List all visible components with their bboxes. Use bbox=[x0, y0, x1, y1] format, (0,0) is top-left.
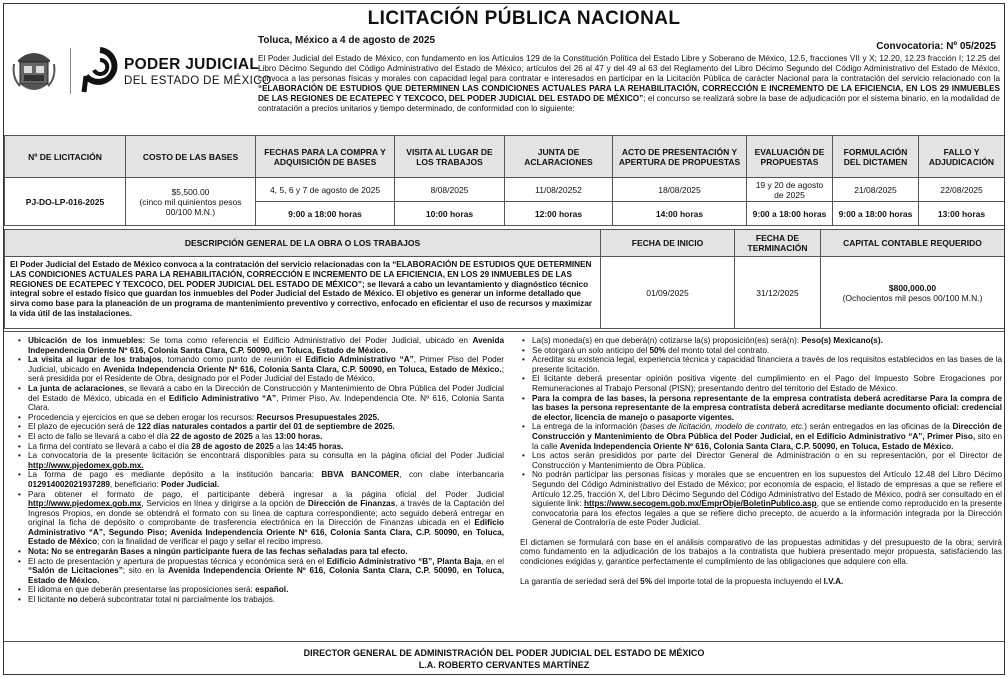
intro-text-end: ; el concurso se realizará sobre la base de adjudicación por el sistema binario, en la modalidad de contratación a precios unitarios y tiempo determinado, de conformidad con lo siguiente: bbox=[258, 93, 1000, 113]
list-item: • La firma del contrato se llevará a cabo el día 28 de agosto de 2025 a las 14:45 horas. bbox=[16, 442, 504, 452]
schedule-header: FECHAS PARA LA COMPRA Y ADQUISICIÓN DE BASES bbox=[256, 136, 395, 178]
capital-amount: $800,000.00 bbox=[888, 282, 937, 293]
work-description: El Poder Judicial del Estado de México convoca a la contratación del servicio relacionadas con la “ELABORACIÓN DE ESTUDIOS QUE DETERMINEN LAS CONDICIONES ACTUALES PARA LA REHABILITACIÓN, CORRECCIÓN E INCREMENTO DE LA EFICIENCIA, EN LOS 29 INMUEBLES DE LAS REGIONES DE ECATEPEC Y TEXCOCO, DEL PODER JUDICIAL DEL ESTADO DE MÉXICO”; se llevará a cabo un levantamiento y diagnóstico técnico integral sobre el estado físico que guardan los inmuebles del Poder Judicial del Estado de México. El objetivo es generar un informe detallado que sirva como base para la planeación de un programa de mantenimiento preventivo y correctivo, enfocado en eficientar el uso de recursos y maximizar la vida útil de las instalaciones. bbox=[5, 257, 601, 329]
signature-footer bbox=[4, 641, 1004, 675]
schedule-header-row bbox=[5, 136, 1005, 178]
logo-divider bbox=[70, 48, 71, 94]
org-name: PODER JUDICIAL bbox=[124, 56, 260, 73]
signer-title: DIRECTOR GENERAL DE ADMINISTRACIÓN DEL PODER JUDICIAL DEL ESTADO DE MÉXICO bbox=[303, 648, 705, 658]
schedule-time: 13:00 horas bbox=[919, 202, 1005, 226]
capital-required bbox=[821, 257, 1005, 329]
schedule-time: 9:00 a 18:00 horas bbox=[747, 202, 833, 226]
schedule-date: 8/08/2025 bbox=[395, 178, 505, 202]
list-item: • Procedencia y ejercicios en que se deben erogar los recursos: Recursos Presupuestales 2025. bbox=[16, 413, 504, 423]
schedule-header: FORMULACIÓN DEL DICTAMEN bbox=[833, 136, 919, 178]
right-conditions bbox=[520, 336, 1002, 586]
announcement-page bbox=[3, 3, 1005, 675]
list-item: • Ubicación de los inmuebles: Se toma como referencia el Edificio Administrativo del Poder Judicial, ubicado en Avenida Independencia Oriente Nº 616, Colonia Santa Clara, C.P. 50090, en Toluca, Estado de México. bbox=[16, 336, 504, 355]
list-item: • El idioma en que deberán presentarse las proposiciones será: español. bbox=[16, 585, 504, 595]
state-seal-icon bbox=[12, 46, 56, 96]
garantia-paragraph: La garantía de seriedad será del 5% del importe total de la propuesta incluyendo el I.V.A. bbox=[520, 576, 844, 586]
left-conditions bbox=[16, 336, 504, 605]
header bbox=[4, 4, 1004, 132]
list-item: • Acreditar su existencia legal, experiencia técnica y capacidad financiera a través de los requisitos establecidos en las bases de la presente licitación. bbox=[520, 355, 1002, 374]
costo-amount: $5,500.00 bbox=[171, 186, 210, 197]
list-item: • No podrán participar las personas físicas y morales que se encuentren en los supuestos del Artículo 12.48 del Libro Décimo Segundo del Código Administrativo del Estado de México; por economía de espacio, el listado de empresas a que se refiere el Artículo 12.25, fracción X, del Libro Décimo Segundo del Código Administrativo del Estado de México, podrá ser consultado en el siguiente link: https://www.secogem.gob.mx/EmprObje/BoletinPublico.asp, que se entiende como reproducido en la presente convocatoria para los efectos legales a que se refiere dicho precepto, de acuerdo a la información integrada por la Dirección General de Contraloría de este Poder Judicial. bbox=[520, 470, 1002, 528]
schedule-date: 18/08/2025 bbox=[613, 178, 747, 202]
work-header: CAPITAL CONTABLE REQUERIDO bbox=[821, 230, 1005, 257]
convocatoria-number: Convocatoria: Nº 05/2025 bbox=[876, 41, 996, 52]
pjedomex-link[interactable]: http://www.pjedomex.gob.mx bbox=[28, 499, 142, 509]
work-header: FECHA DE INICIO bbox=[601, 230, 735, 257]
list-item: • El plazo de ejecución será de 122 días naturales contados a partir del 01 de septiembre de 2025. bbox=[16, 422, 504, 432]
end-date: 31/12/2025 bbox=[735, 257, 821, 329]
place-date: Toluca, México a 4 de agosto de 2025 bbox=[258, 35, 436, 46]
schedule-header: VISITA AL LUGAR DE LOS TRABAJOS bbox=[395, 136, 505, 178]
pjedomex-link[interactable]: http://www.pjedomex.gob.mx. bbox=[28, 460, 144, 470]
org-subname: DEL ESTADO DE MÉXICO bbox=[124, 75, 272, 87]
licitacion-number: PJ-DO-LP-016-2025 bbox=[5, 178, 126, 226]
list-item: • Se otorgará un solo anticipo del 50% del monto total del contrato. bbox=[520, 346, 1002, 356]
intro-service: “ELABORACIÓN DE ESTUDIOS QUE DETERMINEN LAS CONDICIONES ACTUALES PARA LA REHABILITACIÓN, CORRECCIÓN E INCREMENTO DE LA EFICIENCIA, EN LOS 29 INMUEBLES DE LAS REGIONES DE ECATEPEC Y TEXCOCO, DEL PODER JUDICIAL DEL ESTADO DE MÉXICO” bbox=[258, 83, 1000, 103]
signer-name: L.A. ROBERTO CERVANTES MARTÍNEZ bbox=[418, 660, 590, 670]
list-item: • La visita al lugar de los trabajos, tomando como punto de reunión el Edificio Administrativo “A”, Primer Piso del Poder Judicial, ubicado en Avenida Independencia Oriente Nº 616, Colonia Santa Clara, C.P. 50090, en Toluca, Estado de México.; será presidida por el Residente de Obra, designado por el Poder Judicial del Estado de México. bbox=[16, 355, 504, 384]
list-item: • La forma de pago es mediante depósito a la institución bancaria: BBVA BANCOMER, con clabe interbancaria 012914002021937289, beneficiario: Poder Judicial. bbox=[16, 470, 504, 489]
schedule-time: 9:00 a 18:00 horas bbox=[256, 202, 395, 226]
schedule-date: 21/08/2025 bbox=[833, 178, 919, 202]
list-item: • La junta de aclaraciones, se llevará a cabo en la Dirección de Construcción y Mantenimiento de Obra Pública del Poder Judicial del Estado de México, ubicada en el Edificio Administrativo “A”, Primer Piso, Av. Independencia Ote. Nº 616, Colonia Santa Clara. bbox=[16, 384, 504, 413]
schedule-header: ACTO DE PRESENTACIÓN Y APERTURA DE PROPUESTAS bbox=[613, 136, 747, 178]
intro-paragraph bbox=[258, 54, 1000, 113]
right-list bbox=[520, 336, 1002, 528]
schedule-header: Nº DE LICITACIÓN bbox=[5, 136, 126, 178]
costo-letra: (cinco mil quinientos pesos 00/100 M.N.) bbox=[139, 196, 242, 217]
schedule-time: 9:00 a 18:00 horas bbox=[833, 202, 919, 226]
dictamen-paragraph: El dictamen se formulará con base en el análisis comparativo de las propuestas admitidas y del presupuesto de la obra; servirá como fundamento en la adjudicación de los trabajos a la contratista que hubiera presentado mejor propuesta, satisfaciendo las condiciones exigidas y, garantice perfectamente el cumplimiento de las obligaciones que adquiere con ella. bbox=[520, 537, 1002, 567]
schedule-time: 12:00 horas bbox=[505, 202, 613, 226]
left-list bbox=[16, 336, 504, 605]
schedule-time: 10:00 horas bbox=[395, 202, 505, 226]
schedule-header: JUNTA DE ACLARACIONES bbox=[505, 136, 613, 178]
list-item: • El acto de fallo se llevará a cabo el día 22 de agosto de 2025 a las 13:00 horas. bbox=[16, 432, 504, 442]
list-item: • La(s) moneda(s) en que deberá(n) cotizarse la(s) proposición(es) será(n): Peso(s) Mexicano(s). bbox=[520, 336, 1002, 346]
start-date: 01/09/2025 bbox=[601, 257, 735, 329]
judicial-logo-icon bbox=[80, 46, 120, 96]
work-header: FECHA DE TERMINACIÓN bbox=[735, 230, 821, 257]
secogem-link[interactable]: https://www.secogem.gob.mx/EmprObje/BoletinPublico.asp bbox=[584, 499, 817, 509]
schedule-date: 19 y 20 de agosto de 2025 bbox=[747, 178, 833, 202]
schedule-time: 14:00 horas bbox=[613, 202, 747, 226]
list-item: • La convocatoria de la presente licitación se encontrará disponibles para su consulta en la página oficial del Poder Judicial http://www.pjedomex.gob.mx. bbox=[16, 451, 504, 470]
schedule-date: 22/08/2025 bbox=[919, 178, 1005, 202]
costo-bases bbox=[126, 178, 256, 226]
list-item: • El licitante deberá presentar opinión positiva vigente del cumplimiento en el Pago del Impuesto Sobre Erogaciones por Remuneraciones al Trabajo Personal (PISN); presentando dentro del territorio del Estado de México. bbox=[520, 374, 1002, 393]
schedule-header: EVALUACIÓN DE PROPUESTAS bbox=[747, 136, 833, 178]
schedule-header: COSTO DE LAS BASES bbox=[126, 136, 256, 178]
schedule-table bbox=[4, 135, 1005, 226]
list-item: • Nota: No se entregarán Bases a ningún participante fuera de las fechas señaladas para tal efecto. bbox=[16, 547, 504, 557]
list-item: • Para la compra de las bases, la persona representante de la empresa contratista deberá acreditarse Para la compra de las bases la persona representante de la empresa contratista deberá acreditarse mediante documento oficial: credencial de elector, licencia de manejo o pasaporte vigentes. bbox=[520, 394, 1002, 423]
capital-letra: (Ochocientos mil pesos 00/100 M.N.) bbox=[842, 292, 983, 303]
logo-block bbox=[10, 40, 272, 106]
intro-text: El Poder Judicial del Estado de México, con fundamento en los Artículos 129 de la Constitución Política del Estado Libre y Soberano de México, 12.5, fracciones VII y X; 12.20, 12.23 fracción I; 12.25 del Libro Décimo Segundo del Código Administrativo del Estado de México; artículos del 26 al 47 y del 49 al 63 del Reglamento del Libro Décimo Segundo del Código Administrativo del Estado de México, convoca a las personas físicas y morales con capacidad legal para contratar e interesados en participar en la Licitación Pública de carácter Nacional para la contratación del servicio relacionado con la bbox=[258, 54, 1000, 83]
work-row bbox=[5, 257, 1005, 329]
schedule-dates-row bbox=[5, 178, 1005, 202]
list-item: • El licitante no deberá subcontratar total ni parcialmente los trabajos. bbox=[16, 595, 504, 605]
work-header-row bbox=[5, 230, 1005, 257]
page-title: LICITACIÓN PÚBLICA NACIONAL bbox=[367, 8, 681, 29]
schedule-date: 4, 5, 6 y 7 de agosto de 2025 bbox=[256, 178, 395, 202]
conditions-section bbox=[4, 331, 1004, 641]
list-item: • La entrega de la información (bases de licitación, modelo de contrato, etc.) serán entregados en las oficinas de la Dirección de Construcción y Mantenimiento de Obra Pública del Poder Judicial, en el Edificio Administrativo “A”, Primer Piso, sito en la calle Avenida Independencia Oriente Nº 616, Colonia Santa Clara, C.P. 50090, en Toluca, Estado de México. bbox=[520, 422, 1002, 451]
work-header: DESCRIPCIÓN GENERAL DE LA OBRA O LOS TRABAJOS bbox=[5, 230, 601, 257]
work-table bbox=[4, 229, 1005, 329]
list-item: • El acto de presentación y apertura de propuestas técnica y económica será en el Edificio Administrativo “B”, Planta Baja, en el “Salón de Licitaciones”; sito en la Avenida Independencia Oriente Nº 616, Colonia Santa Clara, C.P. 50090, en Toluca, Estado de México. bbox=[16, 557, 504, 586]
schedule-date: 11/08/20252 bbox=[505, 178, 613, 202]
schedule-header: FALLO Y ADJUDICACIÓN bbox=[919, 136, 1005, 178]
list-item: • Para obtener el formato de pago, el participante deberá ingresar a la página oficial del Poder Judicial http://www.pjedomex.gob.mx, Servicios en línea y dirigirse a la opción de Dirección de Finanzas, a través de la Captación del Ingresos Propios, en donde se obtendrá el formato con su línea de captura correspondiente; acto seguido deberá entregar en original la ficha de depósito o comprobante de trasferencia electrónica en la Dirección de Finanzas ubicada en el Edificio Administrativo “A”, Segundo Piso; Avenida Independencia Oriente Nº 616, Colonia Santa Clara, C.P. 50090, en Toluca, Estado de México; con la finalidad de verificar el pago y sellar el recibo impreso. bbox=[16, 490, 504, 548]
list-item: • Los actos serán presididos por parte del Director General de Administración o en su representación, por el Director de Construcción y Mantenimiento de Obra Pública. bbox=[520, 451, 1002, 470]
